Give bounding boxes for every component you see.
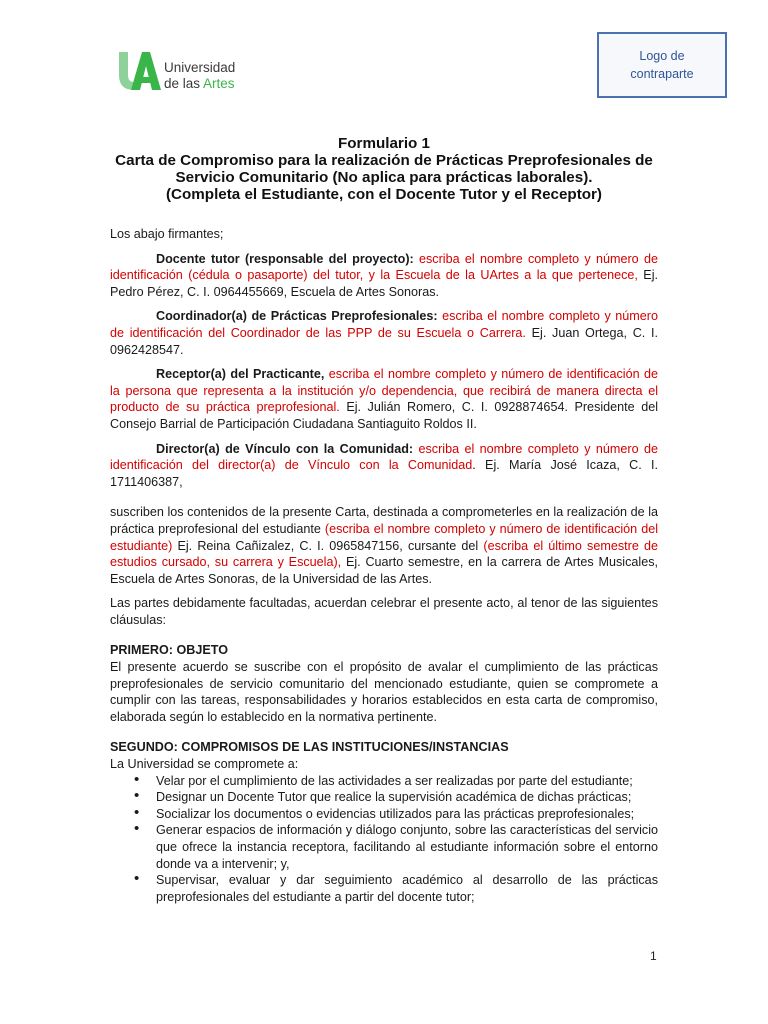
intro-text: Los abajo firmantes; [110, 227, 224, 241]
coordinador-label: Coordinador(a) de Prácticas Preprofesionales: [156, 309, 438, 324]
logo-line-2-a: de las [164, 76, 204, 91]
title-line-2: Carta de Compromiso para la realización de Prácticas Preprofesionales de [115, 152, 653, 169]
title-line-1: Formulario 1 [338, 135, 430, 152]
logo-line-2 [164, 76, 235, 92]
docente-example: Ej. Pedro Pérez, C. I. 0964455669, Escuela de Artes Sonoras. [110, 268, 659, 299]
receptor-example: Ej. Julián Romero, C. I. 0928874654. Presidente del Consejo Barrial de Participación Ciudadana Santiaguito Roldos II. [110, 400, 658, 431]
receptor-paragraph [110, 366, 658, 432]
director-instruction: escriba el nombre completo y número de identificación del director(a) de Vínculo con la Comunidad [110, 441, 659, 473]
primero-text: El presente acuerdo se suscribe con el propósito de avalar el cumplimiento de las prácticas preprofesionales de servicio comunitario del mencionado estudiante, quien se compromete a cumplir con las tareas, responsabilidades y horarios establecidos en esta carta de compromiso, elaborada según lo establecido en la normativa pertinente. [110, 660, 658, 724]
suscriben-instruction-1: (escriba el nombre completo y número de identificación del estudiante) [110, 521, 659, 553]
title-line-3: Servicio Comunitario (No aplica para prácticas laborales). [175, 169, 593, 186]
logo-line-1: Universidad [164, 60, 236, 75]
counterpart-logo-text: Logo de contraparte [630, 49, 694, 81]
receptor-label: Receptor(a) del Practicante, [156, 367, 325, 382]
list-item: • Velar por el cumplimiento de las actividades a ser realizadas por parte del estudiante; [156, 773, 658, 790]
docente-paragraph [110, 251, 658, 301]
list-item: • Designar un Docente Tutor que realice la supervisión académica de dichas prácticas; [156, 789, 658, 806]
suscriben-paragraph [110, 504, 658, 587]
counterpart-logo-box [597, 32, 727, 98]
coordinador-example: Ej. Juan Ortega, C. I. 0962428547. [110, 325, 658, 357]
suscriben-instruction-2: (escriba el último semestre de estudios cursado, su carrera y Escuela), [110, 538, 658, 570]
suscriben-text-1: suscriben los contenidos de la presente Carta, destinada a comprometerles en la realización de la práctica preprofesional del estudiante [110, 505, 658, 536]
ua-logo-mark-icon [116, 48, 162, 94]
universidad-logo [116, 48, 248, 98]
coordinador-paragraph [110, 308, 658, 358]
title-line-4: (Completa el Estudiante, con el Docente Tutor y el Receptor) [165, 186, 602, 203]
segundo-heading: SEGUNDO: COMPROMISOS DE LAS INSTITUCIONES/INSTANCIAS [110, 740, 509, 755]
document-title [100, 135, 668, 203]
coordinador-instruction: escriba el nombre completo y número de identificación del Coordinador de las PPP de su Escuela o Carrera. [110, 309, 658, 340]
primero-heading: PRIMERO: OBJETO [110, 643, 229, 658]
director-label: Director(a) de Vínculo con la Comunidad: [156, 441, 414, 456]
logo-wordmark [164, 60, 235, 92]
docente-instruction: escriba el nombre completo y número de identificación (cédula o pasaporte) del tutor, y la Escuela de la UArtes a la que pertenece, [110, 251, 658, 283]
receptor-instruction: escriba el nombre completo y número de identificación de la persona que representa a la institución y/o dependencia, que recibirá de manera directa el producto de su práctica preprofesional. [110, 367, 658, 415]
suscriben-text-2: Ej. Reina Cañizalez, C. I. 0965847156, cursante del [172, 538, 484, 553]
list-item: • Generar espacios de información y diálogo conjunto, sobre las características del servicio que ofrece la instancia receptora, facilitando al estudiante información sobre el entorno donde va a intervenir; y, [156, 822, 658, 872]
logo-line-2-b: Artes [203, 76, 235, 91]
commitments-list [110, 773, 658, 906]
list-item: • Supervisar, evaluar y dar seguimiento académico al desarrollo de las prácticas preprofesionales del estudiante a partir del docente tutor; [156, 872, 658, 905]
list-item: • Socializar los documentos o evidencias utilizados para las prácticas preprofesionales; [156, 806, 658, 823]
segundo-intro: La Universidad se compromete a: [110, 757, 299, 772]
suscriben-text-3: Ej. Cuarto semestre, en la carrera de Artes Musicales, Escuela de Artes Sonoras, de la Universidad de las Artes. [110, 555, 658, 586]
document-body [110, 226, 658, 905]
director-paragraph [110, 441, 658, 491]
director-example: . Ej. María José Icaza, C. I. 1711406387, [110, 458, 658, 489]
partes-paragraph: Las partes debidamente facultadas, acuerdan celebrar el presente acto, al tenor de las siguientes cláusulas: [110, 596, 658, 627]
docente-label: Docente tutor (responsable del proyecto): [156, 251, 414, 266]
page-number: 1 [650, 949, 657, 963]
